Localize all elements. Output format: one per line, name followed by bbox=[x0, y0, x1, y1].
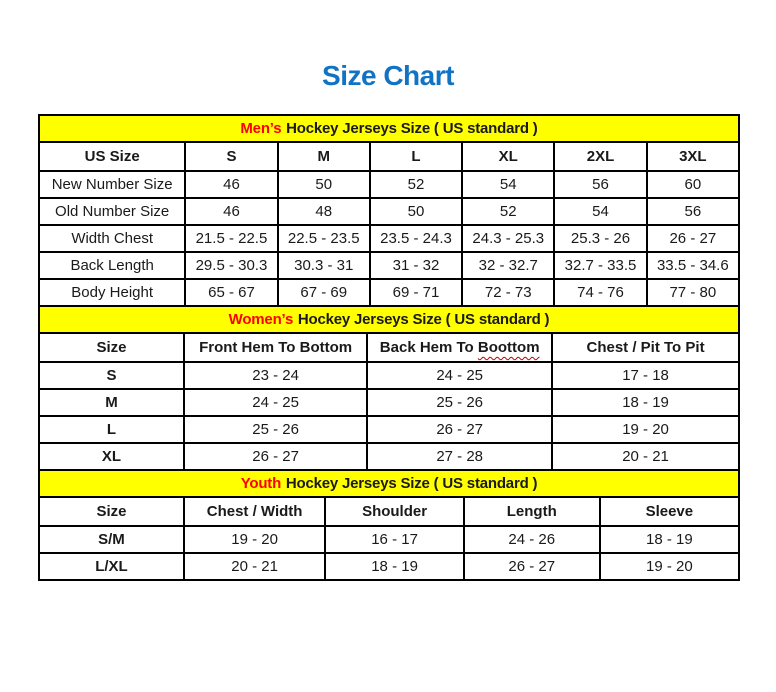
size-value-cell: 74 - 76 bbox=[554, 279, 646, 306]
column-header-2xl: 2XL bbox=[554, 142, 646, 171]
row-label: XL bbox=[39, 443, 184, 470]
womens-section-title-highlight: Women’s bbox=[228, 311, 294, 328]
size-value-cell: 19 - 20 bbox=[600, 553, 739, 580]
size-value-cell: 26 - 27 bbox=[184, 443, 367, 470]
size-value-cell: 24 - 26 bbox=[464, 526, 600, 553]
table-row bbox=[39, 198, 739, 225]
mens-section-title-rest: Hockey Jerseys Size ( US standard ) bbox=[286, 120, 538, 137]
column-header-back-hem bbox=[367, 333, 552, 362]
column-header-shoulder: Shoulder bbox=[325, 497, 464, 526]
row-label: New Number Size bbox=[39, 171, 185, 198]
mens-size-table bbox=[38, 114, 740, 307]
size-value-cell: 31 - 32 bbox=[370, 252, 462, 279]
table-row bbox=[39, 279, 739, 306]
row-label: S bbox=[39, 362, 184, 389]
size-value-cell: 18 - 19 bbox=[600, 526, 739, 553]
table-row bbox=[39, 526, 739, 553]
column-header-front-hem: Front Hem To Bottom bbox=[184, 333, 367, 362]
size-value-cell: 24 - 25 bbox=[367, 362, 552, 389]
youth-size-table bbox=[38, 469, 740, 581]
column-header-3xl: 3XL bbox=[647, 142, 739, 171]
youth-section-title-highlight: Youth bbox=[240, 475, 282, 492]
table-row bbox=[39, 362, 739, 389]
size-value-cell: 26 - 27 bbox=[647, 225, 739, 252]
size-value-cell: 24.3 - 25.3 bbox=[462, 225, 554, 252]
column-header-xl: XL bbox=[462, 142, 554, 171]
column-header-us-size: US Size bbox=[39, 142, 185, 171]
youth-section-title-rest: Hockey Jerseys Size ( US standard ) bbox=[285, 475, 538, 492]
size-value-cell: 52 bbox=[462, 198, 554, 225]
size-value-cell: 54 bbox=[554, 198, 646, 225]
youth-section-header bbox=[39, 470, 739, 497]
size-value-cell: 46 bbox=[185, 198, 277, 225]
size-value-cell: 60 bbox=[647, 171, 739, 198]
womens-header-row bbox=[39, 333, 739, 362]
size-value-cell: 32.7 - 33.5 bbox=[554, 252, 646, 279]
size-value-cell: 18 - 19 bbox=[325, 553, 464, 580]
size-value-cell: 77 - 80 bbox=[647, 279, 739, 306]
size-value-cell: 21.5 - 22.5 bbox=[185, 225, 277, 252]
table-row bbox=[39, 443, 739, 470]
size-value-cell: 30.3 - 31 bbox=[278, 252, 370, 279]
row-label: Back Length bbox=[39, 252, 185, 279]
size-value-cell: 24 - 25 bbox=[184, 389, 367, 416]
womens-section-header bbox=[39, 306, 739, 333]
table-row bbox=[39, 553, 739, 580]
mens-header-row bbox=[39, 142, 739, 171]
size-value-cell: 56 bbox=[554, 171, 646, 198]
size-value-cell: 18 - 19 bbox=[552, 389, 739, 416]
size-value-cell: 23 - 24 bbox=[184, 362, 367, 389]
row-label: Body Height bbox=[39, 279, 185, 306]
size-value-cell: 20 - 21 bbox=[552, 443, 739, 470]
size-value-cell: 19 - 20 bbox=[184, 526, 325, 553]
size-value-cell: 52 bbox=[370, 171, 462, 198]
youth-header-row bbox=[39, 497, 739, 526]
size-value-cell: 46 bbox=[185, 171, 277, 198]
back-hem-label-prefix: Back Hem To bbox=[379, 339, 474, 356]
size-value-cell: 27 - 28 bbox=[367, 443, 552, 470]
column-header-m: M bbox=[278, 142, 370, 171]
size-value-cell: 32 - 32.7 bbox=[462, 252, 554, 279]
row-label: L/XL bbox=[39, 553, 184, 580]
size-value-cell: 22.5 - 23.5 bbox=[278, 225, 370, 252]
size-value-cell: 29.5 - 30.3 bbox=[185, 252, 277, 279]
size-value-cell: 54 bbox=[462, 171, 554, 198]
womens-section-title-rest: Hockey Jerseys Size ( US standard ) bbox=[297, 311, 550, 328]
table-row bbox=[39, 416, 739, 443]
size-value-cell: 25 - 26 bbox=[184, 416, 367, 443]
column-header-chest-width: Chest / Width bbox=[184, 497, 325, 526]
womens-size-table bbox=[38, 305, 740, 471]
size-value-cell: 23.5 - 24.3 bbox=[370, 225, 462, 252]
size-value-cell: 25.3 - 26 bbox=[554, 225, 646, 252]
size-value-cell: 26 - 27 bbox=[464, 553, 600, 580]
column-header-s: S bbox=[185, 142, 277, 171]
page-title: Size Chart bbox=[322, 60, 454, 91]
size-value-cell: 50 bbox=[370, 198, 462, 225]
row-label: Width Chest bbox=[39, 225, 185, 252]
column-header-length: Length bbox=[464, 497, 600, 526]
size-value-cell: 33.5 - 34.6 bbox=[647, 252, 739, 279]
column-header-chest: Chest / Pit To Pit bbox=[552, 333, 739, 362]
row-label: Old Number Size bbox=[39, 198, 185, 225]
size-value-cell: 25 - 26 bbox=[367, 389, 552, 416]
size-value-cell: 56 bbox=[647, 198, 739, 225]
table-row bbox=[39, 225, 739, 252]
size-value-cell: 20 - 21 bbox=[184, 553, 325, 580]
column-header-size: Size bbox=[39, 497, 184, 526]
size-value-cell: 16 - 17 bbox=[325, 526, 464, 553]
row-label: L bbox=[39, 416, 184, 443]
size-value-cell: 50 bbox=[278, 171, 370, 198]
column-header-sleeve: Sleeve bbox=[600, 497, 739, 526]
misspelled-word: Boottom bbox=[477, 339, 540, 356]
mens-section-header bbox=[39, 115, 739, 142]
row-label: M bbox=[39, 389, 184, 416]
size-tables-container bbox=[38, 114, 740, 581]
size-value-cell: 17 - 18 bbox=[552, 362, 739, 389]
table-row bbox=[39, 171, 739, 198]
column-header-l: L bbox=[370, 142, 462, 171]
size-value-cell: 26 - 27 bbox=[367, 416, 552, 443]
size-value-cell: 48 bbox=[278, 198, 370, 225]
size-value-cell: 65 - 67 bbox=[185, 279, 277, 306]
row-label: S/M bbox=[39, 526, 184, 553]
size-value-cell: 19 - 20 bbox=[552, 416, 739, 443]
size-value-cell: 69 - 71 bbox=[370, 279, 462, 306]
column-header-size: Size bbox=[39, 333, 184, 362]
size-value-cell: 67 - 69 bbox=[278, 279, 370, 306]
table-row bbox=[39, 389, 739, 416]
mens-section-title-highlight: Men’s bbox=[240, 120, 282, 137]
table-row bbox=[39, 252, 739, 279]
size-value-cell: 72 - 73 bbox=[462, 279, 554, 306]
